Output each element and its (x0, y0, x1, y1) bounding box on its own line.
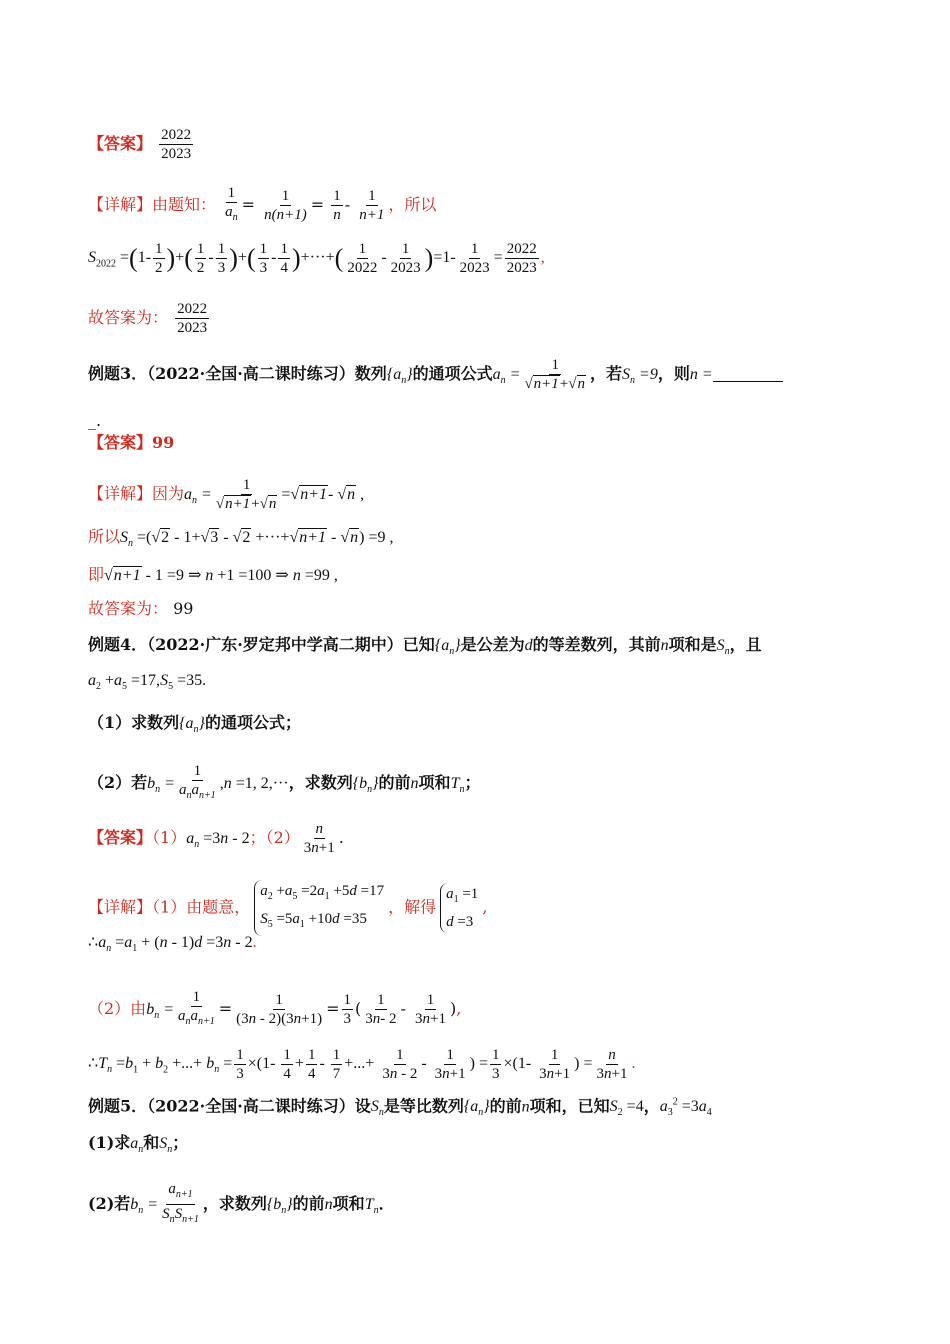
result-line-ex3: 即√n+1 - 1 =9 ⇒ n +1 =100 ⇒ n =99 , (88, 565, 338, 584)
example4-title: 例题4．（2022·广东·罗定邦中学高二期中）已知$\{a_n\}$是公差为d的等差数列，其前n项和是$S_n$，且 (88, 635, 762, 658)
blank-tail: _. (88, 411, 102, 430)
detail-label: 【详解】 (88, 195, 153, 214)
example5-q2: (2)若$b_n$ = $\frac{a_{n+1}}{S_nS_{n+1}}$ ，求数列$\{b_n\}$的前n项和$T_n$． (88, 1181, 395, 1225)
example4-q1: （1）求数列$\{a_n\}$的通项公式； (88, 713, 301, 736)
detail-line-ex4: 【详解】（1）由题意， $a_2 +a_5 =2a_1 +5d =17$ $S_5 =5a_1 +10d =35$ ，解得 $a_1 =1$ d =3 , (88, 880, 487, 936)
answer-line-ex4: 【答案】$(1)a_n =3n - 2$；（2） $\frac{n}{3n+1}$ . (88, 821, 344, 856)
example4-condition: $a_2 +a_5 =17,S_5 =35$. (88, 672, 207, 693)
example3-title: 例题3．（2022·全国·高二课时练习）数列$\{a_n\}$的通项公式$a_n$ = $\frac{1}{√n+1+√n}$ ，若$S_n =9$，则n = (88, 356, 783, 393)
example4-q2: （2）若$b_n$ = $\frac{1}{a_na_{n+1}}$ ,n =1, 2,···，求数列$\{b_n\}$的前n项和$T_n$； (88, 763, 481, 801)
tn-result: $\therefore T_n =b_1 + b_2$ +...+ $b_n$ = $\frac{1}{3}$ ×(1- $\frac{1}{4}$ + $\frac{1}{4}$ - $\frac{1}{7}$ +...+ $\frac{1}{3n - 2}$ - $\frac{1}{3n+1}$ ) = $\frac{1}{3}$ ×(1- $\frac{1}{3n+1}$ ) = $\frac{n}{3n+1}$ . (88, 1047, 636, 1082)
example5-title: 例题5．（2022·全国·高二课时练习）设$S_n$是等比数列$\{a_n\}$的前n项和，已知$S_2 =4$，$a_3^2 =3a_4$ (88, 1096, 712, 1119)
sum-line-ex3: 所以$S_n =(√2 - 1+√3 - √2 +\cdot\cdot\cdot+√n+1 - √n) =9$ , (88, 527, 394, 550)
sum-formula-ex2: $S_{2022} =(1-$ $\frac{1}{2}$ )+( $\frac{1}{2}$ - $\frac{1}{3}$ )+( $\frac{1}{3}$ - $\frac{1}{4}$ )+···+( $\frac{1}{2022}$ - $\frac{1}{2023}$ )=1- $\frac{1}{2023}$ = $\frac{2022}{2023}$ , (88, 241, 545, 276)
answer-label: 【答案】 (88, 134, 153, 153)
final-answer-ex2: 故答案为： $\frac{2022}{2023}$ (88, 301, 208, 336)
therefore-an: $\therefore a_n =a_1 + (n - 1)d =3n - 2$. (88, 934, 257, 955)
answer-line-ex3: 【答案】99 (88, 433, 175, 452)
detail-line-ex2: 【详解】由题知： $\frac{1}{a_n}$ = $\frac{1}{n(n+1)}$ = $\frac{1}{n}$ - $\frac{1}{n+1}$ ，所以 (88, 185, 437, 223)
answer-line-ex2 (88, 126, 195, 163)
bn-decompose: （2）由$b_n$ = $\frac{1}{a_na_{n+1}}$ = $\frac{1}{(3n - 2)(3n+1)}$ = $\frac{1}{3}$ ( $\frac{1}{3n- 2}$ - $\frac{1}{3n+1}$ ), (88, 989, 462, 1027)
example5-q1: (1)求$a_n$和$S_n$； (88, 1133, 189, 1156)
answer-blank (713, 367, 783, 382)
answer-fraction: $\frac{2022}{2023}$ (161, 127, 192, 162)
detail-line-ex3: 【详解】因为$a_n$ = $\frac{1}{√n+1+√n}$ =√n+1- √n , (88, 477, 365, 512)
final-answer-ex3: 故答案为： 99 (88, 599, 194, 618)
